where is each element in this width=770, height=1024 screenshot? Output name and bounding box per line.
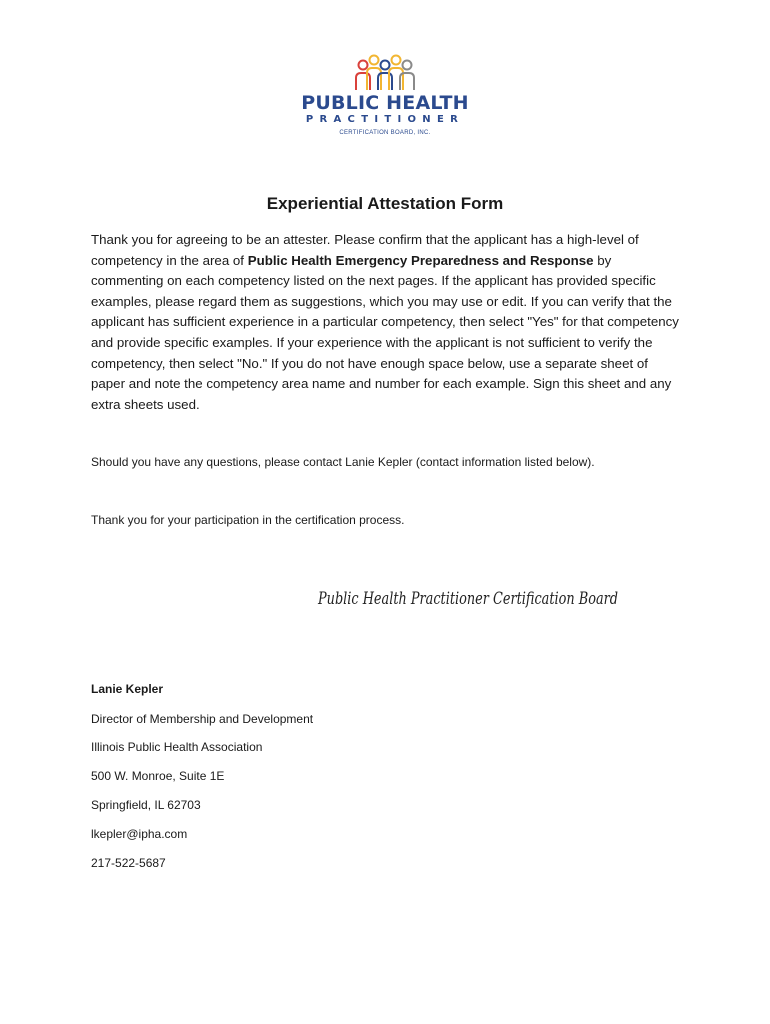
contact-organization: Illinois Public Health Association	[91, 740, 263, 754]
competency-area-name: Public Health Emergency Preparedness and Response	[247, 252, 594, 268]
logo-wordmark: PUBLIC HEALTH	[301, 92, 469, 114]
contact-address-line1: 500 W. Monroe, Suite 1E	[91, 769, 225, 783]
questions-paragraph: Should you have any questions, please contact Lanie Kepler (contact information listed below).	[91, 455, 595, 469]
page-title: Experiential Attestation Form	[266, 194, 504, 213]
people-logo-icon	[296, 50, 474, 92]
logo-tagline: CERTIFICATION BOARD, INC.	[339, 130, 431, 136]
svg-text:Public Health Practitioner Cer: Public Health Practitioner Certification Board	[317, 589, 619, 609]
contact-name: Lanie Kepler	[91, 682, 164, 696]
intro-paragraph	[91, 230, 681, 415]
contact-address-line2: Springfield, IL 62703	[91, 798, 201, 812]
contact-phone: 217-522-5687	[91, 856, 166, 870]
thanks-paragraph: Thank you for your participation in the certification process.	[91, 513, 405, 527]
organization-logo	[296, 50, 474, 150]
contact-role: Director of Membership and Development	[91, 712, 314, 726]
intro-text-start: Thank you for agreeing to be an attester. Please confirm that the applicant has a high-level of competency in the area of	[91, 232, 639, 268]
intro-text-end: by commenting on each competency listed on the next pages. If the applicant has provided specific examples, please regard them as suggestions, which you may use or edit. If you can verify that the applicant has sufficient experience in a particular competency, then select "Yes" for that competency and provide specific examples. If your experience with the applicant is not sufficient to verify the competency, then select "No." If you do not have enough space below, use a separate sheet of paper and note the competency area name and number for each example. Sign this sheet and any extra sheets used.	[91, 252, 679, 412]
handwritten-signature	[316, 580, 646, 616]
contact-email[interactable]: lkepler@ipha.com	[91, 827, 188, 841]
logo-subtitle: PRACTITIONER	[305, 114, 465, 125]
